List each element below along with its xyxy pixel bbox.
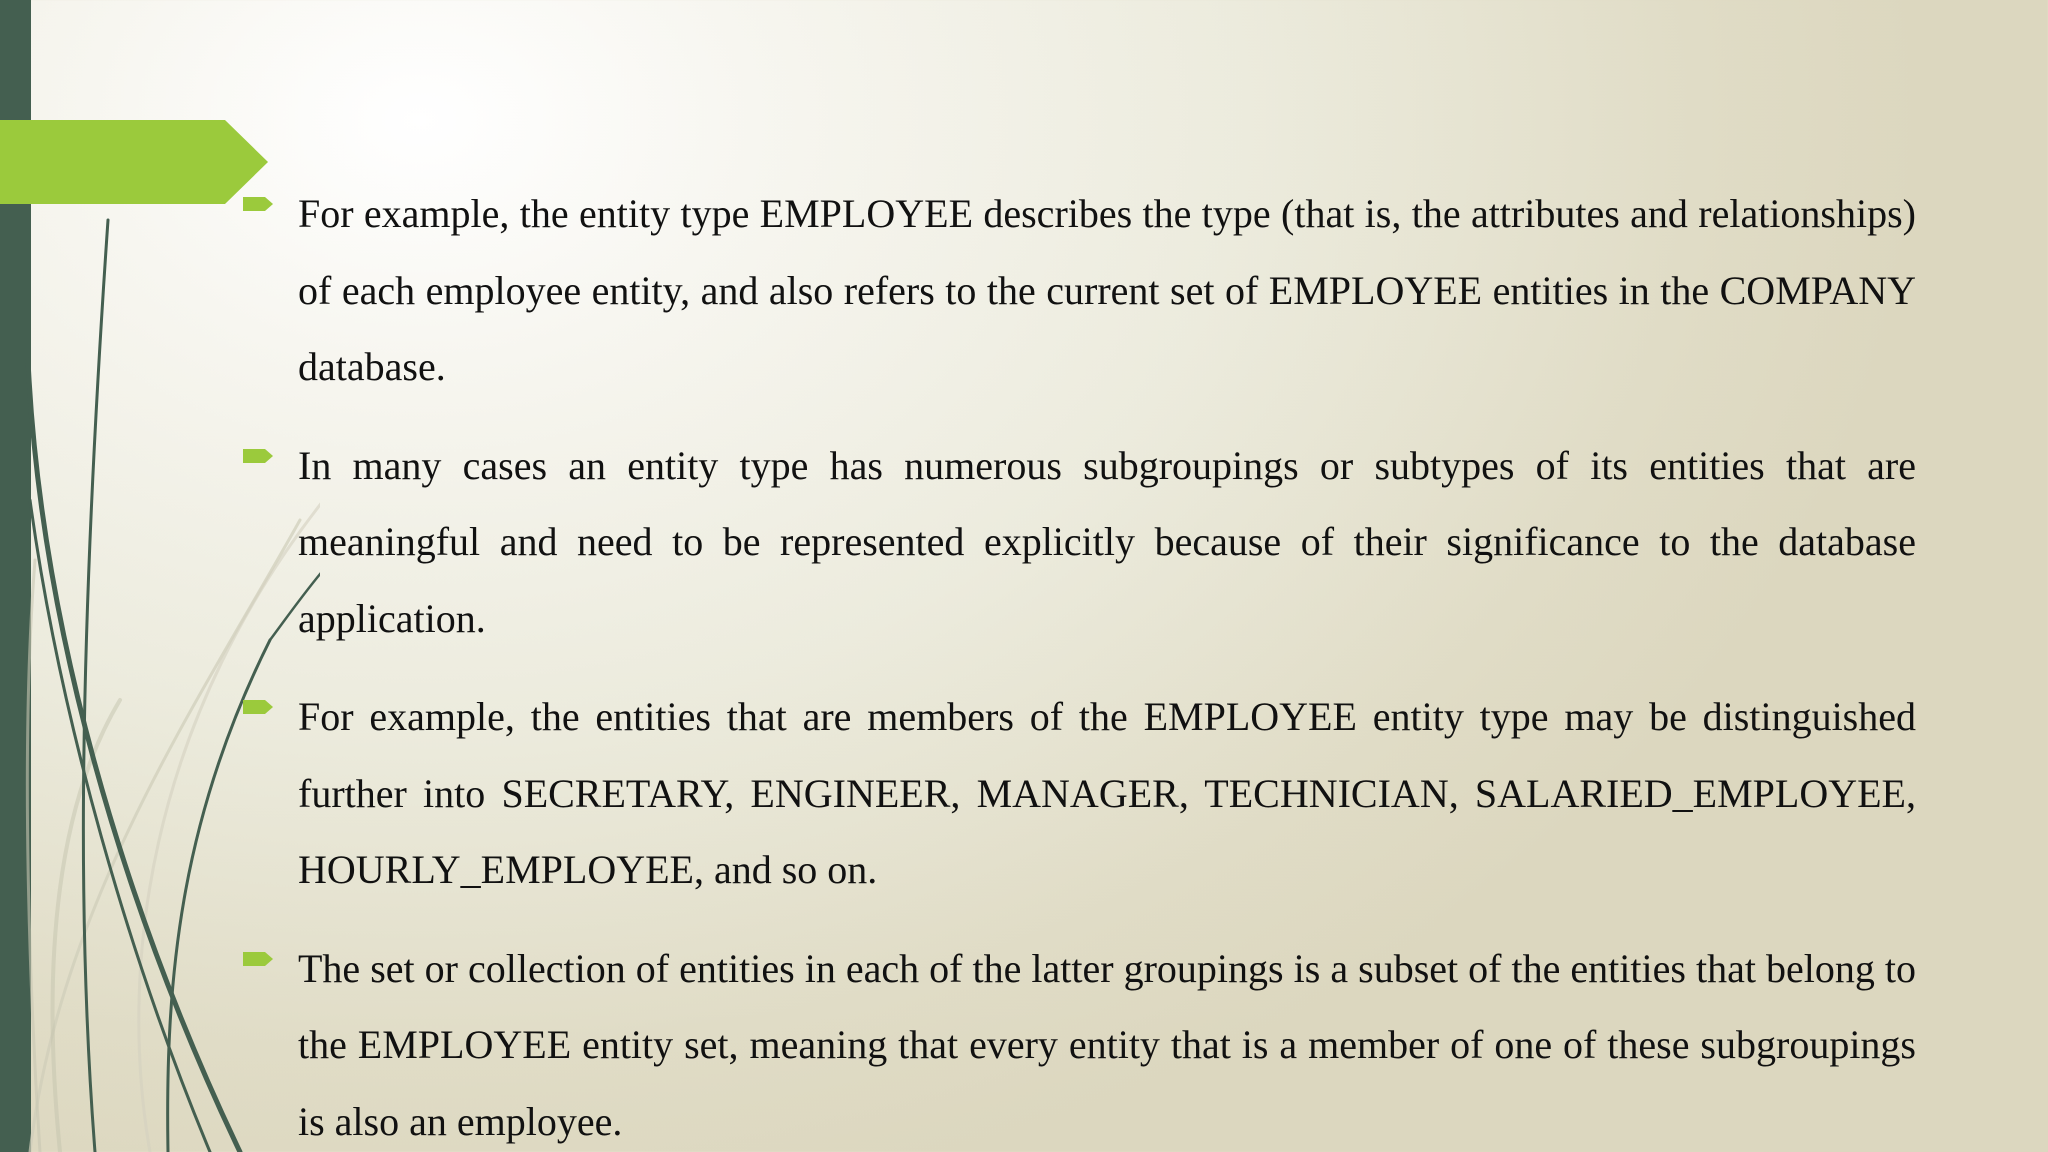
slide-content — [298, 176, 1916, 1152]
bullet-text: For example, the entity type EMPLOYEE describes the type (that is, the attributes and relationships) of each employee entity, and also refers to the current set of EMPLOYEE entities in the COMPANY database. — [298, 191, 1916, 389]
arrow-bullet-icon — [243, 446, 275, 466]
bullet-text: The set or collection of entities in each of the latter groupings is a subset of the entities that belong to the EMPLOYEE entity set, meaning that every entity that is a member of one of these subgroupings is also an employee. — [298, 945, 1916, 1144]
arrow-bullet-icon — [243, 697, 275, 717]
bullet-item — [298, 931, 1916, 1152]
bullet-item — [298, 679, 1916, 909]
arrow-bullet-icon — [243, 949, 275, 969]
arrow-bullet-icon — [243, 194, 275, 214]
bullet-text: For example, the entities that are members of the EMPLOYEE entity type may be distinguished further into SECRETARY, ENGINEER, MANAGER, TECHNICIAN, SALARIED_EMPLOYEE, HOURLY_EMPLOYEE, and so on. — [298, 694, 1916, 892]
bullet-item — [298, 428, 1916, 658]
bullet-text: In many cases an entity type has numerous subgroupings or subtypes of its entities that are meaningful and need to be represented explicitly because of their significance to the database application. — [298, 442, 1916, 641]
bullet-item — [298, 176, 1916, 406]
accent-tab-shape — [0, 120, 268, 204]
